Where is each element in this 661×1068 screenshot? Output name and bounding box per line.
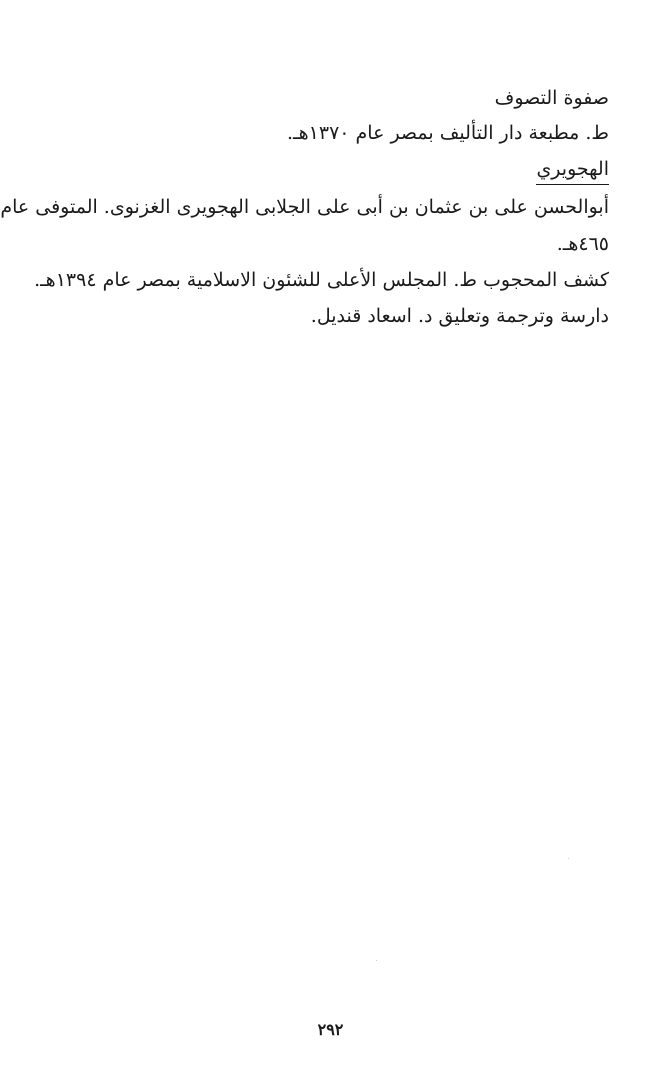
entry-line: ط. مطبعة دار التأليف بمصر عام ١٣٧٠هـ. (287, 122, 609, 144)
entry-heading-underlined: الهجويري (48, 155, 609, 185)
entry-heading: صفوة التصوف (494, 87, 609, 109)
paper-speck (376, 960, 377, 961)
entry-line: كشف المحجوب ط. المجلس الأعلى للشئون الاسلامية بمصر عام ١٣٩٤هـ. (34, 269, 609, 291)
paper-speck (568, 858, 569, 859)
entry-line: دارسة وترجمة وتعليق د. اسعاد قنديل. (310, 305, 609, 327)
page-number: ٢٩٢ (317, 1020, 344, 1039)
entry-line: ٤٦٥هـ. (556, 233, 609, 255)
entry-line: أبوالحسن على بن عثمان بن أبى على الجلابى الهجويرى الغزنوى. المتوفى عام (0, 196, 609, 218)
